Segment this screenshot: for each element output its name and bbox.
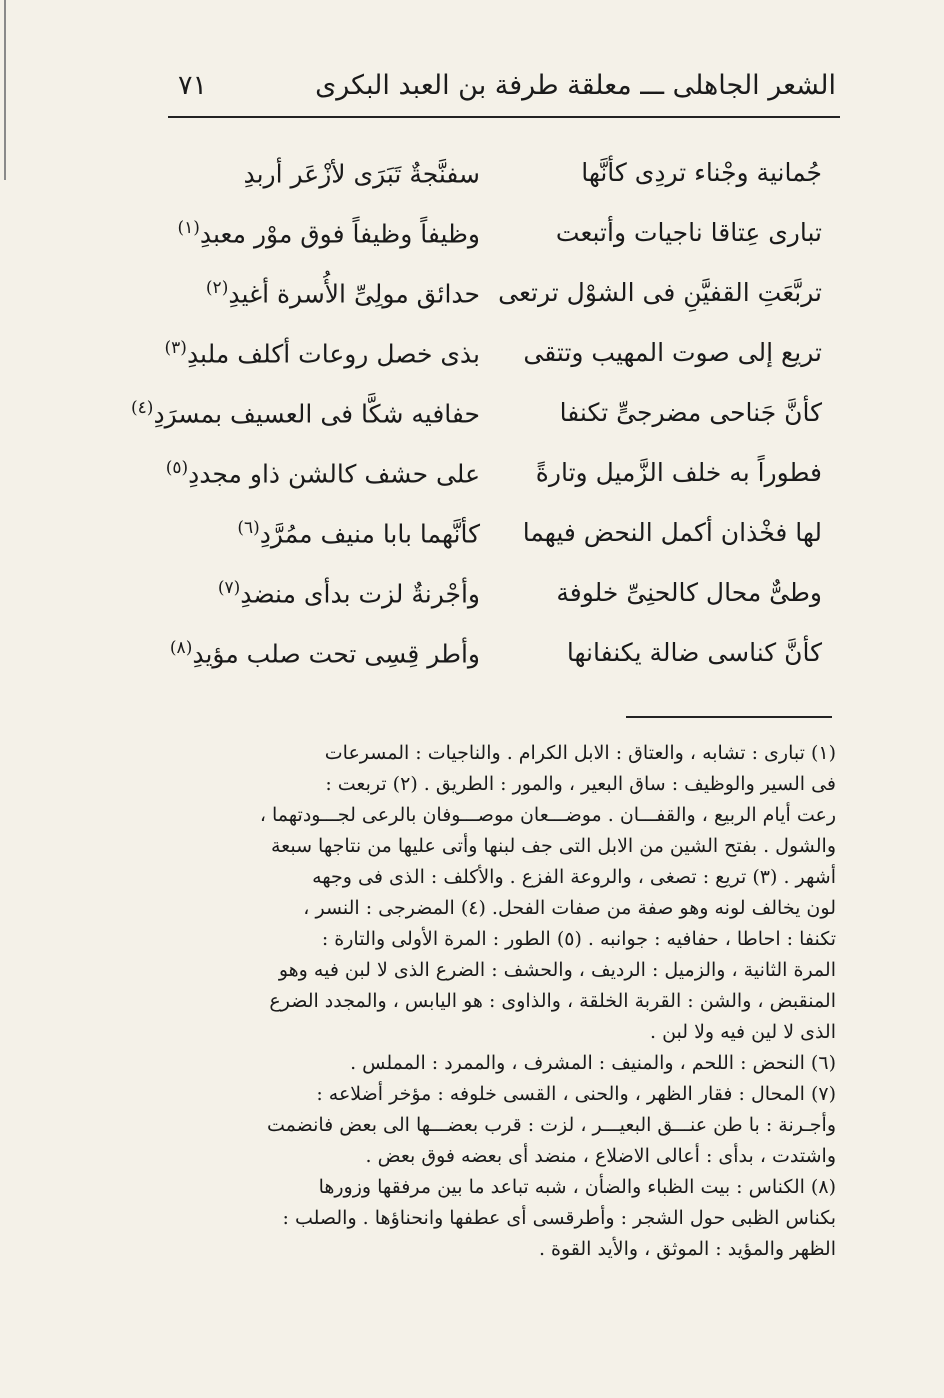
second-hemistich (177, 218, 480, 248)
verse (131, 388, 836, 448)
footnote-line: المنقبض ، والشن : القربة الخلقة ، والذاوى : هو اليابس ، والمجدد الضرع (269, 990, 836, 1012)
second-hemistich-text: سفنَّجةٌ تَبَرَى لأزْعَر أربدِ (243, 159, 480, 189)
running-title: الشعر الجاهلى ـــ معلقة طرفة بن العبد البكرى (315, 70, 836, 101)
first-hemistich: تربَّعَتِ القفيَّنِ فى الشوْل ترتعى (498, 278, 822, 307)
second-hemistich (237, 518, 480, 548)
second-hemistich (206, 278, 480, 308)
page-number: ٧١ (178, 70, 208, 101)
footnote-ref: (٨) (169, 638, 193, 658)
footnote-line: (٦) النحض : اللحم ، والمنيف : المشرف ، والممرد : المملس . (350, 1052, 836, 1074)
first-hemistich: جُمانية وجْناء تردِى كأنَّها (581, 158, 822, 187)
verse (160, 568, 836, 628)
footnote-line: الظهر والمؤيد : الموثق ، والأيد القوة . (538, 1238, 836, 1260)
second-hemistich-text: وأطر قِسِى تحت صلب مؤيدِ (192, 639, 480, 669)
second-hemistich-text: بذى خصل روعات أكلف ملبدِ (186, 339, 480, 369)
footnote-ref: (٤) (131, 398, 154, 418)
second-hemistich-text: حدائق مولِىِّ الأُسرة أغيدِ (228, 279, 480, 309)
second-hemistich-text: على حشف كالشن ذاو مجددِ (188, 459, 480, 489)
footnote-line: (٧) المحال : فقار الظهر ، والحنى ، القسى خلوفه : مؤخر أضلاعه : (316, 1083, 836, 1105)
footnote-ref: (٣) (164, 338, 187, 358)
first-hemistich: فطوراً به خلف الزَّميل وتارةً (535, 458, 822, 487)
verse (160, 268, 836, 328)
footnote-line: فى السير والوظيف : ساق البعير ، والمور : الطريق . (٢) تربعت : (325, 773, 836, 795)
second-hemistich (243, 158, 480, 188)
footnote-ref: (٦) (237, 518, 260, 538)
second-hemistich (170, 638, 480, 668)
page-header (168, 62, 836, 114)
footnote-line: واشتدت ، بدأى : أعالى الاضلاع ، منضد أى بعضه فوق بعض . (365, 1145, 836, 1167)
poem-verses (131, 148, 836, 688)
second-hemistich (218, 578, 480, 608)
footnote-line: الذى لا لين فيه ولا لبن . (649, 1021, 836, 1043)
first-hemistich: تريع إلى صوت المهيب وتتقى (523, 338, 822, 367)
verse (160, 208, 836, 268)
second-hemistich (165, 338, 480, 368)
first-hemistich: وطىٌّ محال كالحنِىِّ خلوفة (556, 578, 822, 607)
second-hemistich-text: وظيفاً وظيفاً فوق موْر معبدِ (199, 219, 480, 249)
first-hemistich: لها فخْذان أكمل النحض فيهما (522, 518, 822, 547)
second-hemistich-text: وأجْرنةٌ لزت بدأى منضدِ (240, 579, 480, 609)
verse (160, 628, 836, 688)
first-hemistich: كأنَّ جَناحى مضرجىٍّ تكنفا (559, 398, 822, 427)
footnote-line: المرة الثانية ، والزميل : الرديف ، والحشف : الضرع الذى لا لبن فيه وهو (278, 959, 836, 981)
header-rule (168, 116, 840, 118)
footnotes (160, 738, 836, 1265)
verse (160, 448, 836, 508)
footnote-ref: (٥) (165, 458, 189, 478)
second-hemistich (166, 458, 480, 488)
verse (160, 328, 836, 388)
second-hemistich-text: كأنَّهما بابا منيف ممُرَّدِ (259, 519, 480, 549)
footnote-ref: (٢) (205, 278, 229, 298)
footnote-line: لون يخالف لونه وهو صفة من صفات الفحل. (٤) المضرجى : النسر ، (303, 897, 836, 919)
footnote-line: والشول . بفتح الشين من الابل التى جف لبنها وأتى عليها من نتاجها سبعة (271, 835, 836, 857)
scan-edge-line (4, 0, 6, 180)
footnote-line: رعت أيام الربيع ، والقفـــان . موضـــعان موصـــوفان بالرعى لجـــودتهما ، (259, 804, 836, 826)
footnote-line: (٨) الكناس : بيت الظباء والضأن ، شبه تباعد ما بين مرفقها وزورها (318, 1176, 836, 1198)
footnote-line: بكناس الظبى حول الشجر : وأطرقسى أى عطفها وانحناؤها . والصلب : (282, 1207, 836, 1229)
verse (160, 148, 836, 208)
footnote-ref: (٧) (217, 578, 241, 598)
footnote-line: أشهر . (٣) تريع : تصغى ، والروعة الفزع . والأكلف : الذى فى وجهه (312, 866, 836, 888)
first-hemistich: كأنَّ كناسى ضالة يكنفانها (566, 638, 822, 667)
verse (160, 508, 836, 568)
footnotes-rule (626, 716, 832, 718)
footnote-line: وأجـرنة : با طن عنـــق البعيـــر ، لزت : قرب بعضـــها الى بعض فانضمت (266, 1114, 836, 1136)
second-hemistich (131, 398, 480, 428)
second-hemistich-text: حفافيه شكَّا فى العسيف بمسرَدِ (153, 399, 480, 429)
first-hemistich: تبارى عِتاقا ناجيات وأتبعت (555, 218, 822, 247)
footnote-line: تكنفا : احاطا ، حفافيه : جوانبه . (٥) الطور : المرة الأولى والتارة : (321, 928, 836, 950)
footnote-ref: (١) (177, 218, 200, 238)
footnote-line: (١) تبارى : تشابه ، والعتاق : الابل الكرام . والناجيات : المسرعات (324, 742, 836, 764)
